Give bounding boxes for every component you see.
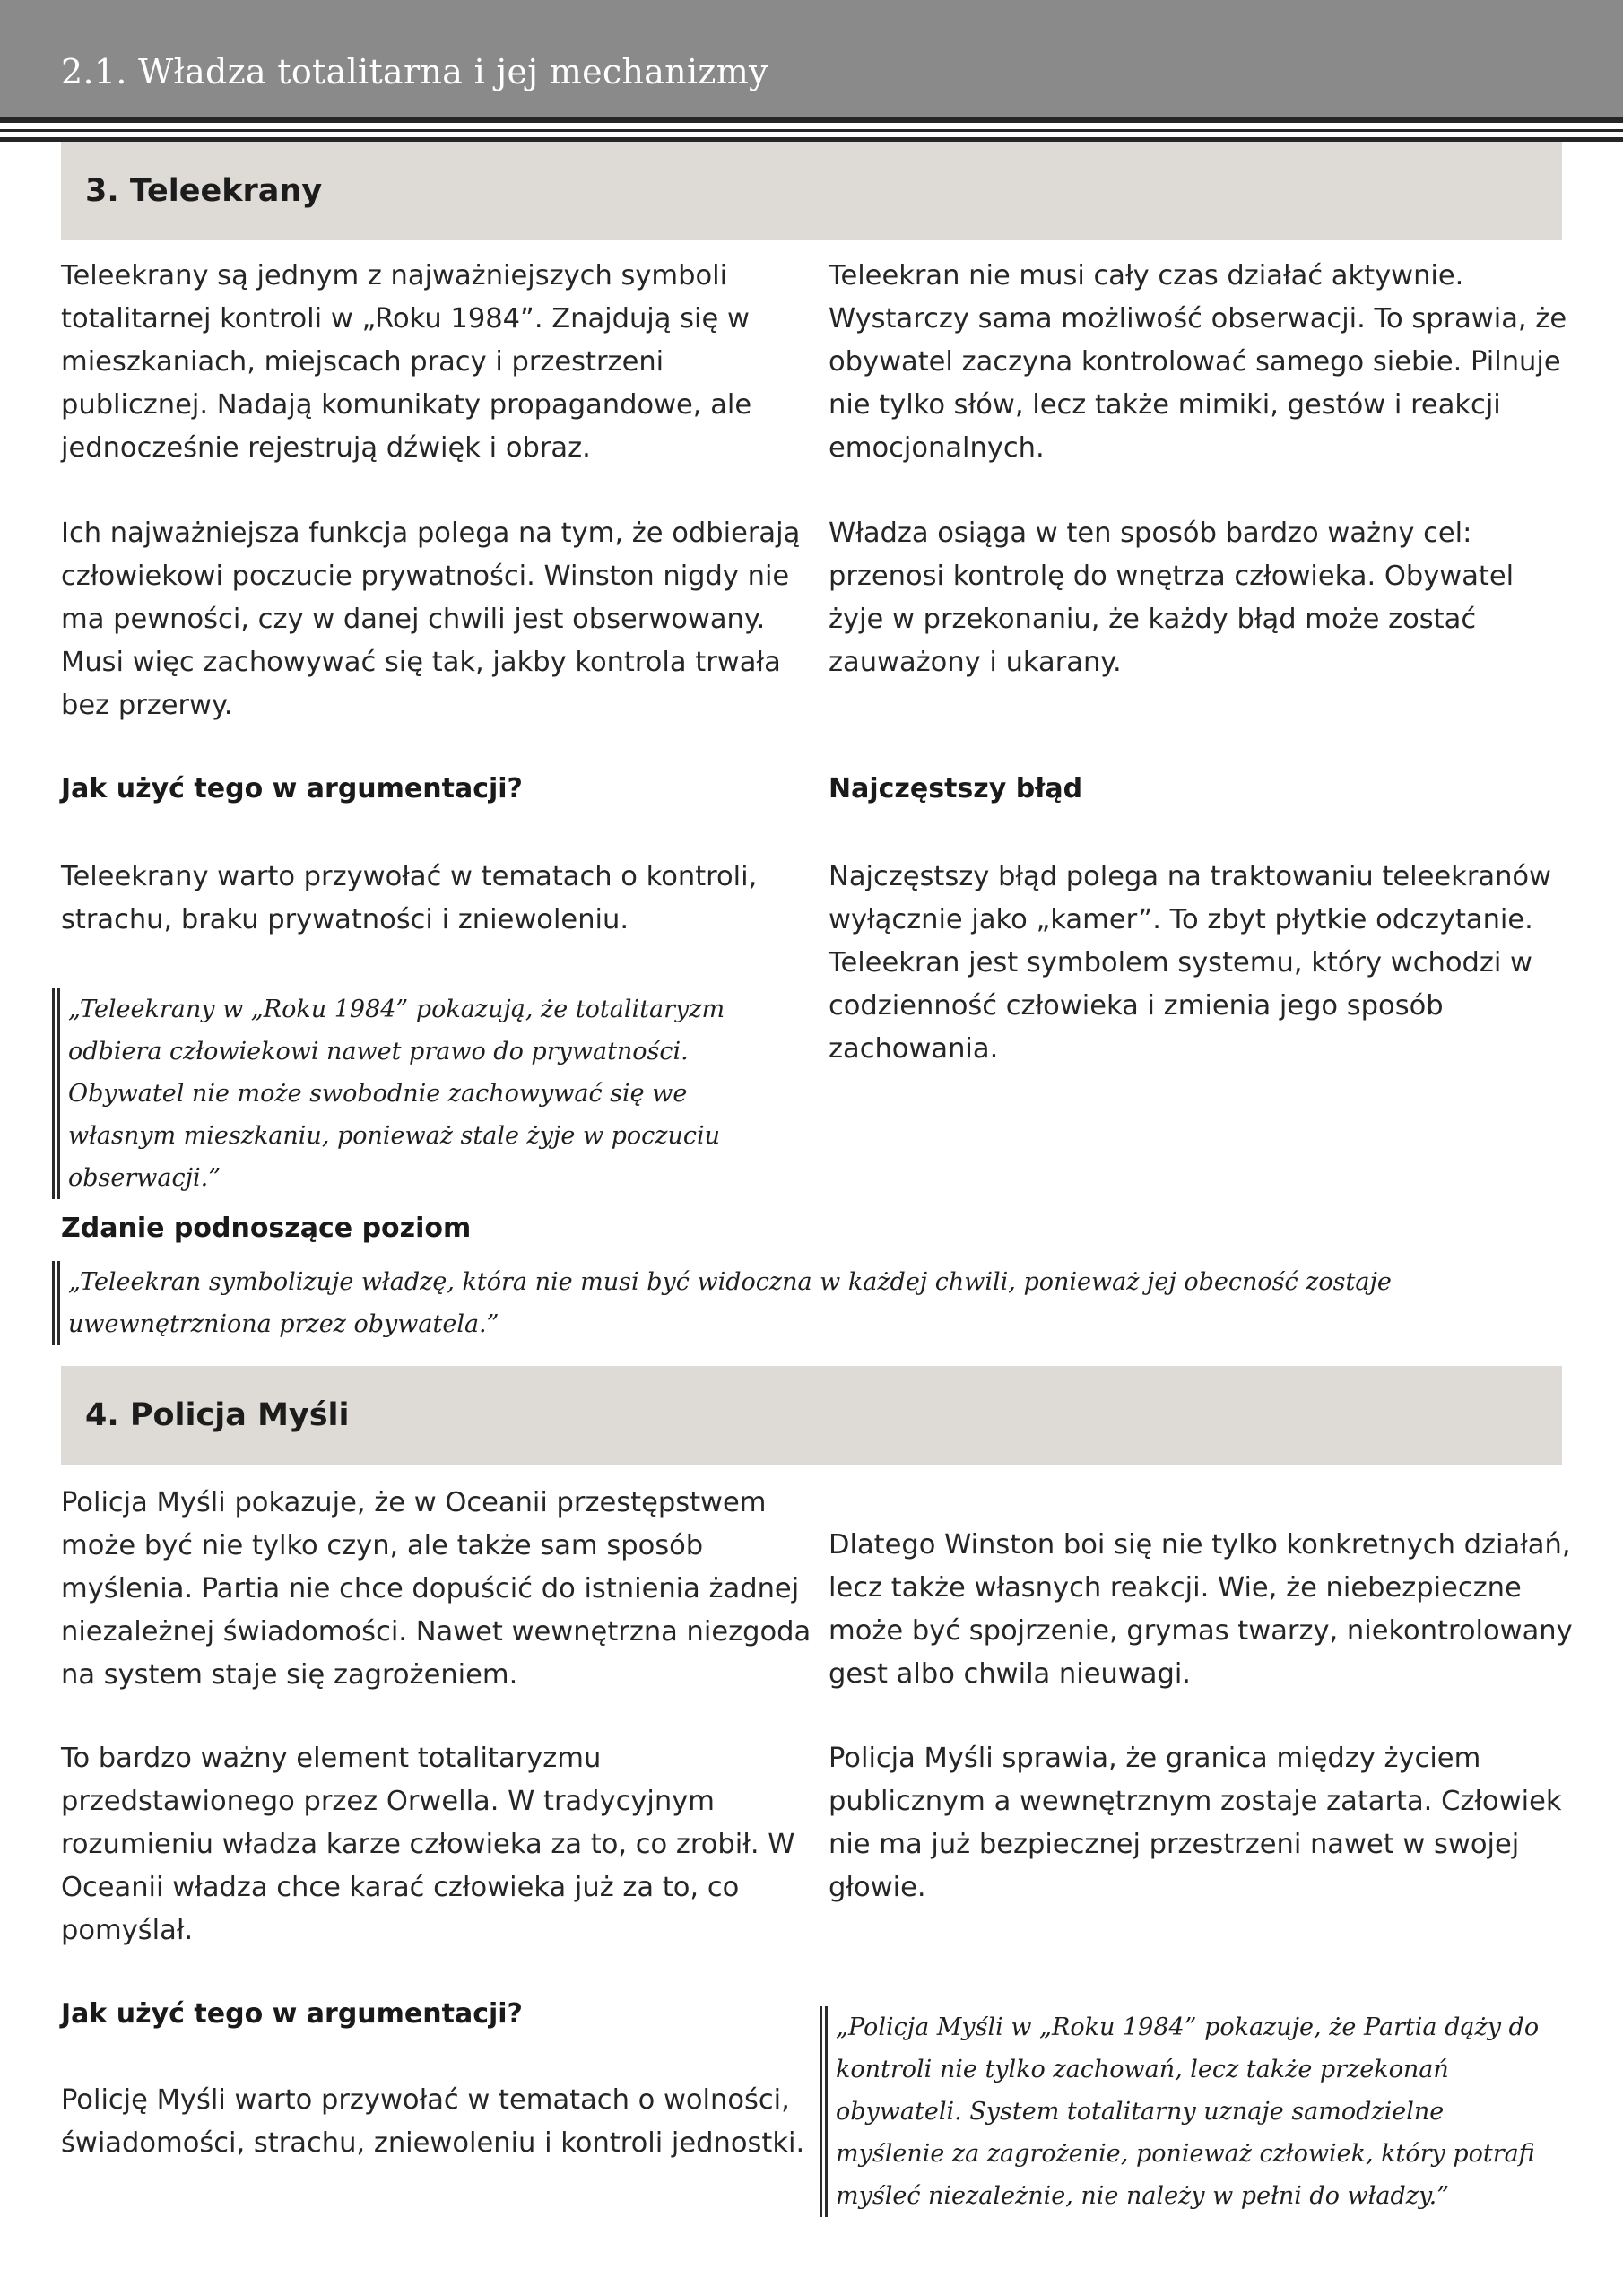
- page-title: 2.1. Władza totalitarna i jej mechanizmy: [61, 52, 768, 91]
- level-up-quote: „Teleekran symbolizuje władzę, która nie musi być widoczna w każdej chwili, ponieważ jej obecność zostaje uwewnętrzniona przez obywatela.”: [61, 1261, 1575, 1345]
- header-rule: [0, 129, 1623, 132]
- section-4-heading-bar: [61, 1366, 1562, 1465]
- section-4-left-paragraph-2: To bardzo ważny element totalitaryzmu przedstawionego przez Orwella. W tradycyjnym rozumieniu władza karze człowieka za to, co zrobił. W Oceanii władza chce karać człowieka już za to, co pomyślał.: [61, 1743, 795, 1946]
- page-header: [0, 0, 1623, 117]
- section-4-left-paragraph-1: Policja Myśli pokazuje, że w Oceanii przestępstwem może być nie tylko czyn, ale także sam sposób myślenia. Partia nie chce dopuścić do istnienia żadnej niezależnej świadomości. Nawet wewnętrzna niezgoda na system staje się zagrożeniem.: [61, 1487, 812, 1691]
- level-up-subhead: Zdanie podnoszące poziom: [61, 1213, 472, 1244]
- section-3-left-paragraph-2: Ich najważniejsza funkcja polega na tym, że odbierają człowiekowi poczucie prywatności. Winston nigdy nie ma pewności, czy w danej chwili jest obserwowany. Musi więc zachowywać się tak, jakby kontrola trwała bez przerwy.: [61, 517, 801, 721]
- header-rule: [0, 117, 1623, 123]
- section-3-mistake-subhead: Najczęstszy błąd: [829, 773, 1083, 804]
- section-4-left-paragraph-3: Policję Myśli warto przywołać w tematach o wolności, świadomości, strachu, zniewoleniu i kontroli jednostki.: [61, 2084, 805, 2159]
- section-3-right-paragraph-2: Władza osiąga w ten sposób bardzo ważny cel: przenosi kontrolę do wnętrza człowieka. Obywatel żyje w przekonaniu, że każdy błąd może zostać zauważony i ukarany.: [829, 517, 1515, 678]
- section-3-title: 3. Teleekrany: [85, 173, 323, 209]
- section-3-argument-subhead: Jak użyć tego w argumentacji?: [61, 773, 523, 804]
- section-4-title: 4. Policja Myśli: [85, 1397, 350, 1433]
- section-4-right-paragraph-1: Dlatego Winston boi się nie tylko konkretnych działań, lecz także własnych reakcji. Wie, że niebezpieczne może być spojrzenie, grymas twarzy, niekontrolowany gest albo chwila nieuwagi.: [829, 1529, 1573, 1690]
- section-3-left-paragraph-1: Teleekrany są jednym z najważniejszych symboli totalitarnej kontroli w „Roku 1984”. Znajdują się w mieszkaniach, miejscach pracy i przestrzeni publicznej. Nadają komunikaty propagandowe, ale jednocześnie rejestrują dźwięk i obraz.: [61, 260, 752, 464]
- section-3-right-paragraph-1: Teleekran nie musi cały czas działać aktywnie. Wystarczy sama możliwość obserwacji. To sprawia, że obywatel zaczyna kontrolować samego siebie. Pilnuje nie tylko słów, lecz także mimiki, gestów i reakcji emocjonalnych.: [829, 260, 1567, 464]
- section-3-heading-bar: [61, 142, 1562, 240]
- section-3-argument-quote: „Teleekrany w „Roku 1984” pokazują, że totalitaryzm odbiera człowiekowi nawet prawo do prywatności. Obywatel nie może swobodnie zachowywać się we własnym mieszkaniu, ponieważ stale żyje w poczuciu obserwacji.”: [61, 988, 794, 1199]
- section-3-left-paragraph-3: Teleekrany warto przywołać w tematach o kontroli, strachu, braku prywatności i zniewoleniu.: [61, 861, 758, 935]
- section-3-right-paragraph-3: Najczęstszy błąd polega na traktowaniu teleekranów wyłącznie jako „kamer”. To zbyt płytkie odczytanie. Teleekran jest symbolem systemu, który wchodzi w codzienność człowieka i zmienia jego sposób zachowania.: [829, 861, 1552, 1065]
- section-4-argument-subhead: Jak użyć tego w argumentacji?: [61, 1998, 523, 2030]
- section-4-argument-quote: „Policja Myśli w „Roku 1984” pokazuje, że Partia dąży do kontroli nie tylko zachowań, lecz także przekonań obywateli. System totalitarny uznaje samodzielne myślenie za zagrożenie, ponieważ człowiek, który potrafi myśleć niezależnie, nie należy w pełni do władzy.”: [829, 2006, 1553, 2217]
- section-4-right-paragraph-2: Policja Myśli sprawia, że granica między życiem publicznym a wewnętrznym zostaje zatarta. Człowiek nie ma już bezpiecznej przestrzeni nawet w swojej głowie.: [829, 1743, 1562, 1903]
